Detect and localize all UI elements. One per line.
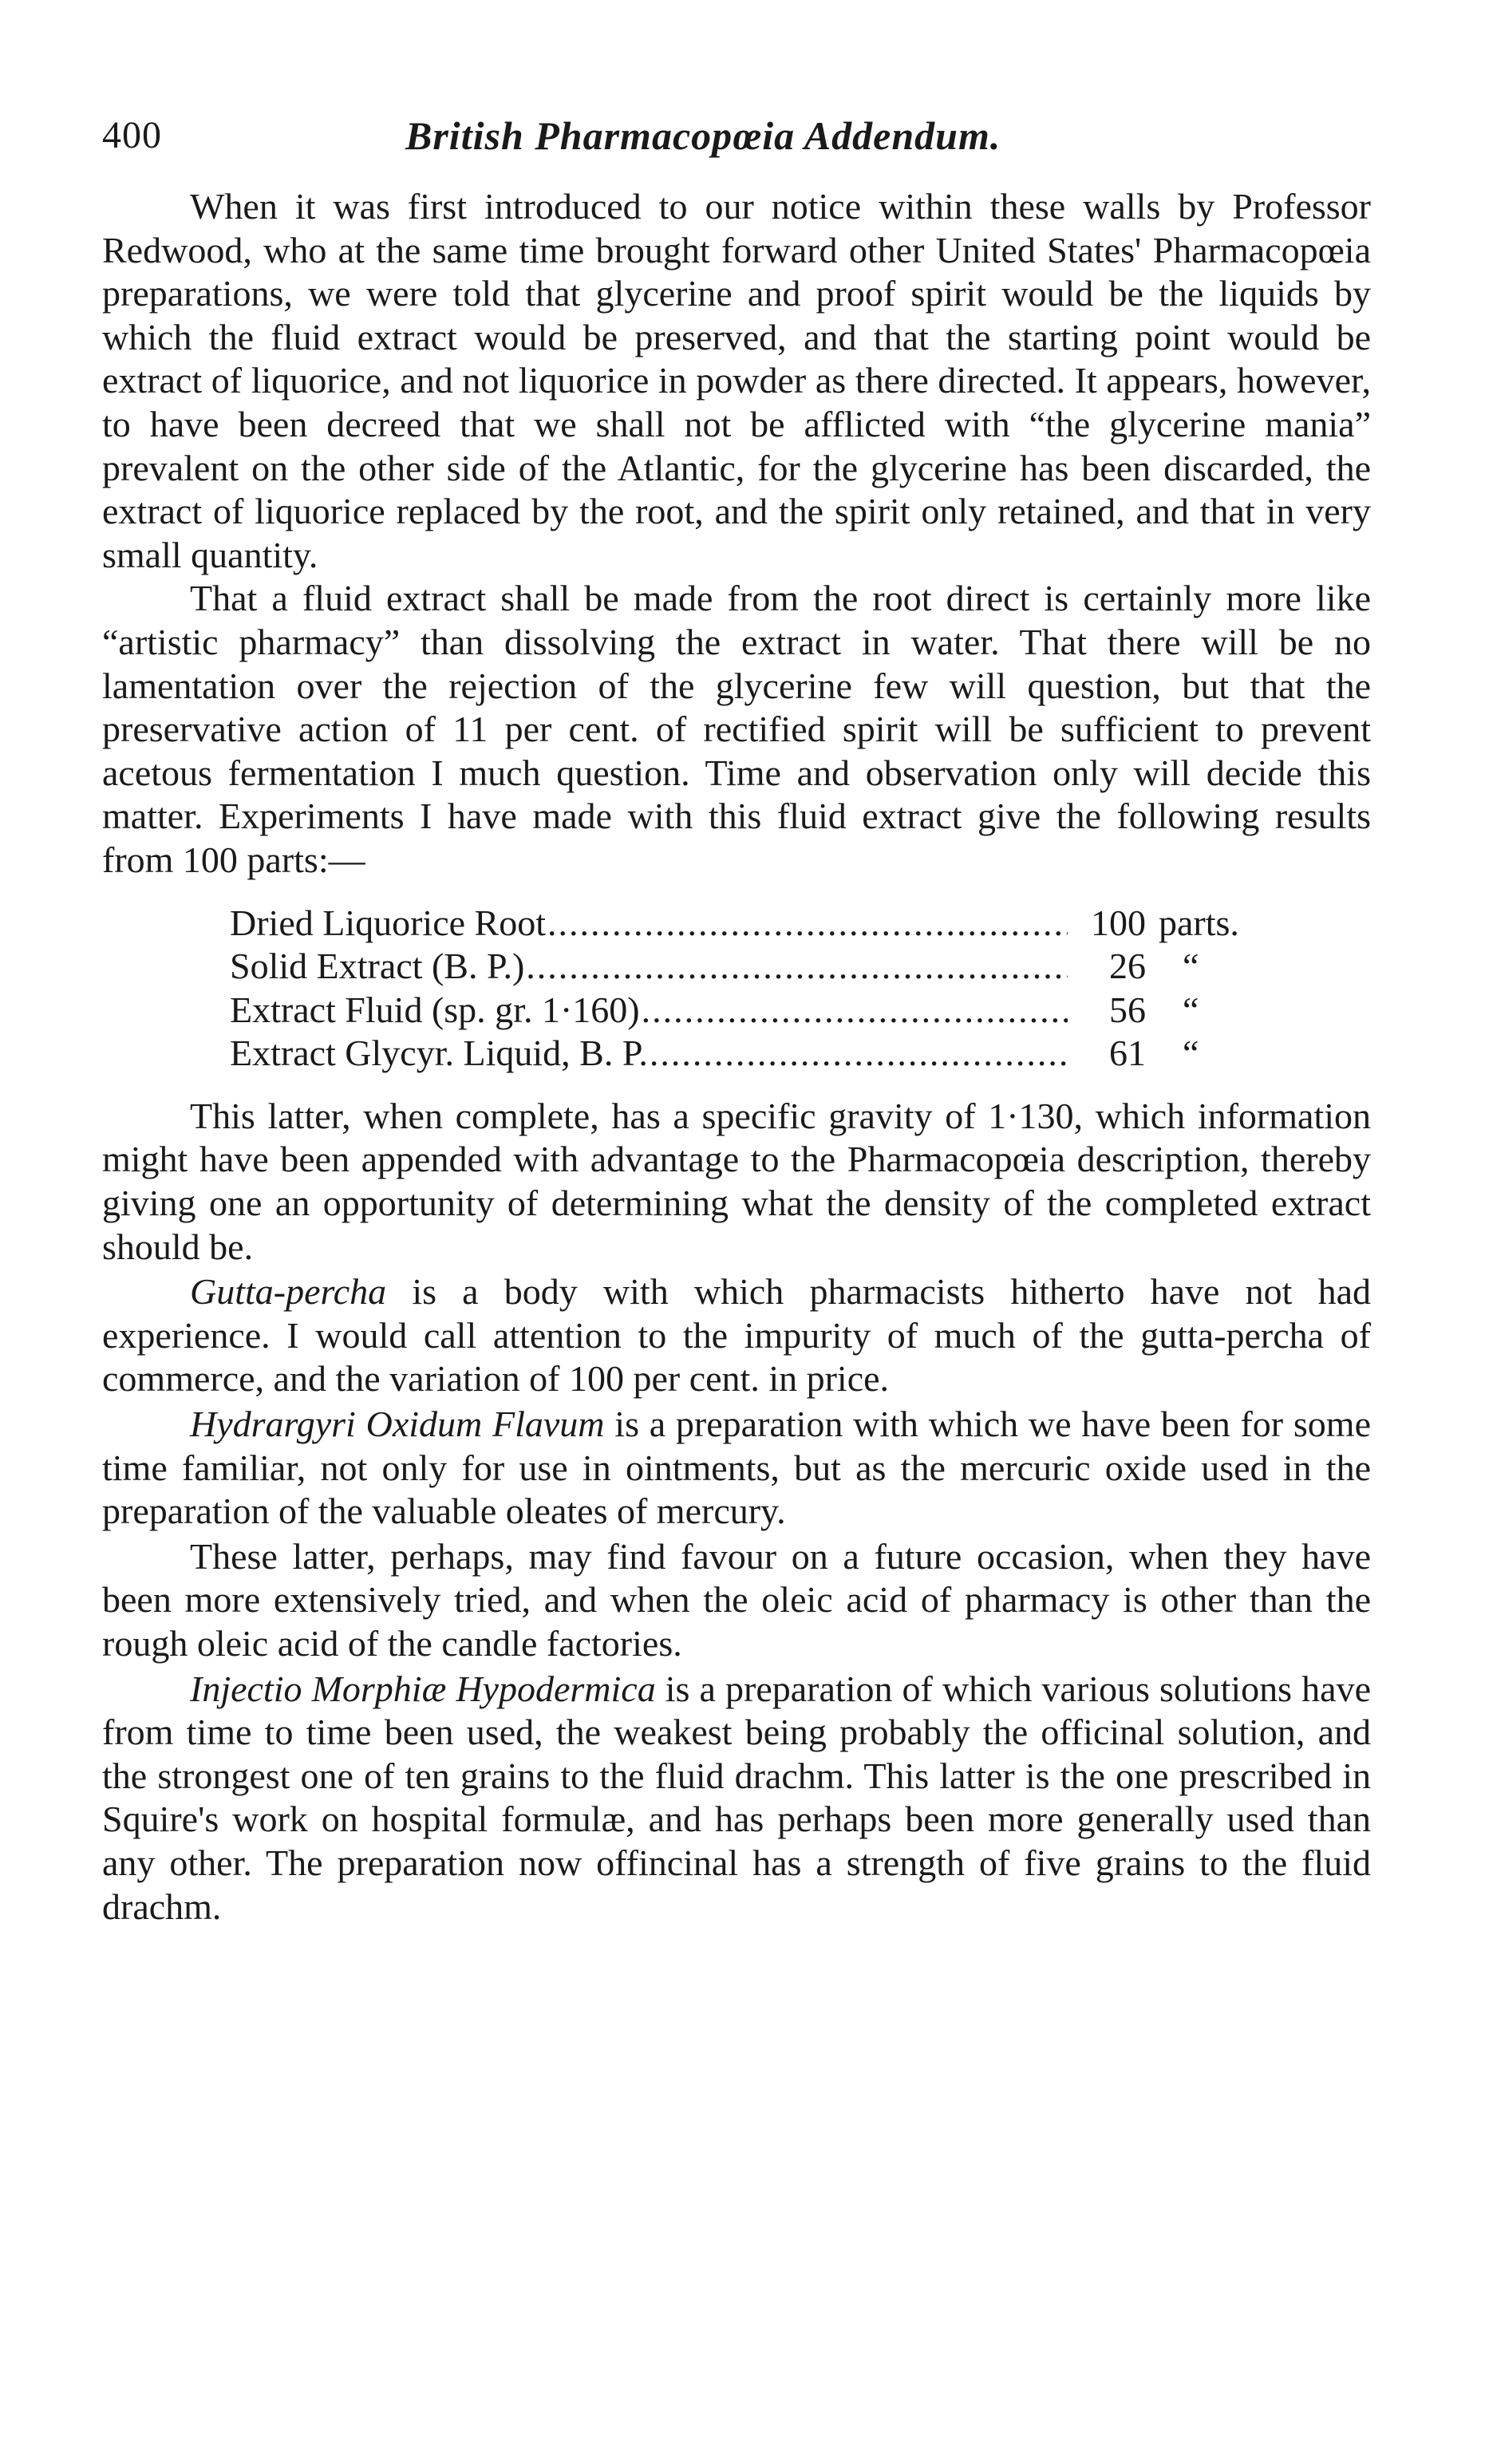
paragraph: When it was first introduced to our notice within these walls by Professor Redwood, who at the same time brought forward other United States' Pharmacopœia preparations, we were told that glycerine and proof spirit would be the liquids by which the fluid extract would be preserved, and that the starting point would be extract of liquorice, and not liquorice in powder as there directed. It appears, however, to have been decreed that we shall not be afflicted with “the glycerine mania” prevalent on the other side of the Atlantic, for the glycerine has been discarded, the extract of liquorice replaced by the root, and the spirit only retained, and that in very small quantity. (102, 186, 1371, 575)
dot-leader (526, 945, 1068, 989)
paragraph-text: This latter, when complete, has a specific gravity of 1·130, which information might have been appended with advantage to the Pharmacopœia description, thereby giving one an opportunity of determining what the density of the completed extract should be. (102, 1095, 1371, 1267)
paragraph (102, 1535, 1371, 1666)
dot-leader (642, 989, 1068, 1033)
table-row (230, 902, 1283, 946)
table-item: Solid Extract (B. P.) (230, 946, 525, 987)
italic-term: Hydrargyri Oxidum Flavum (190, 1404, 605, 1445)
table-item: Dried Liquorice Root (230, 902, 547, 943)
table-item: Extract Fluid (sp. gr. 1·160) (230, 989, 640, 1030)
table-amount: 26 (1109, 946, 1146, 987)
table-amount: 61 (1109, 1033, 1146, 1074)
paragraph (102, 1403, 1371, 1534)
paragraph-text: These latter, perhaps, may find favour on a future occasion, when they have been more extensively tried, and when the oleic acid of pharmacy is other than the rough oleic acid of the candle factories. (102, 1535, 1371, 1664)
italic-term: Gutta-percha (190, 1271, 387, 1313)
running-title: British Pharmacopœia Addendum. (405, 113, 1001, 158)
table-unit: “ (1183, 1033, 1199, 1074)
paragraph (102, 1668, 1371, 1929)
table-unit: parts. (1159, 902, 1239, 943)
paragraph (102, 1270, 1371, 1401)
paragraph: That a fluid extract shall be made from the root direct is certainly more like “artistic pharmacy” than dissolving the extract in water. That there will be no lamentation over the rejection of the glycerine few will question, but that the preservative action of 11 per cent. of rectified spirit will be sufficient to prevent acetous fermentation I much question. Time and observation only will decide this matter. Experiments I have made with this fluid extract give the following results from 100 parts:— (102, 578, 1371, 880)
paragraph-text: is a body with which pharmacists hitherto have not had experience. I would call attention to the impurity of much of the gutta-percha of commerce, and the variation of 100 per cent. in price. (102, 1271, 1371, 1400)
results-table (230, 902, 1283, 1076)
table-row (230, 1032, 1283, 1076)
table-amount: 56 (1109, 989, 1146, 1030)
dot-leader (650, 1032, 1068, 1076)
dot-leader (547, 902, 1068, 946)
table-item: Extract Glycyr. Liquid, B. P. (230, 1033, 648, 1074)
italic-term: Injectio Morphiæ Hypodermica (190, 1668, 656, 1709)
paragraph-text: is a preparation of which various solutions have from time to time been used, the weakest being probably the officinal solution, and the strongest one of ten grains to the fluid drachm. This latter is the one prescribed in Squire's work on hospital formulæ, and has perhaps been more generally used than any other. The preparation now offincinal has a strength of five grains to the fluid drachm. (102, 1668, 1371, 1927)
paragraph-text: is a preparation with which we have been for some time familiar, not only for use in ointments, but as the mercuric oxide used in the preparation of the valuable oleates of mercury. (102, 1404, 1371, 1532)
paragraph (102, 1095, 1371, 1269)
page-header (102, 112, 1395, 168)
page-number: 400 (102, 114, 162, 156)
table-unit: “ (1183, 946, 1199, 987)
table-unit: “ (1183, 989, 1199, 1030)
body-text (102, 185, 1371, 1929)
table-row (230, 945, 1283, 989)
table-amount: 100 (1091, 902, 1146, 943)
table-row (230, 989, 1283, 1033)
